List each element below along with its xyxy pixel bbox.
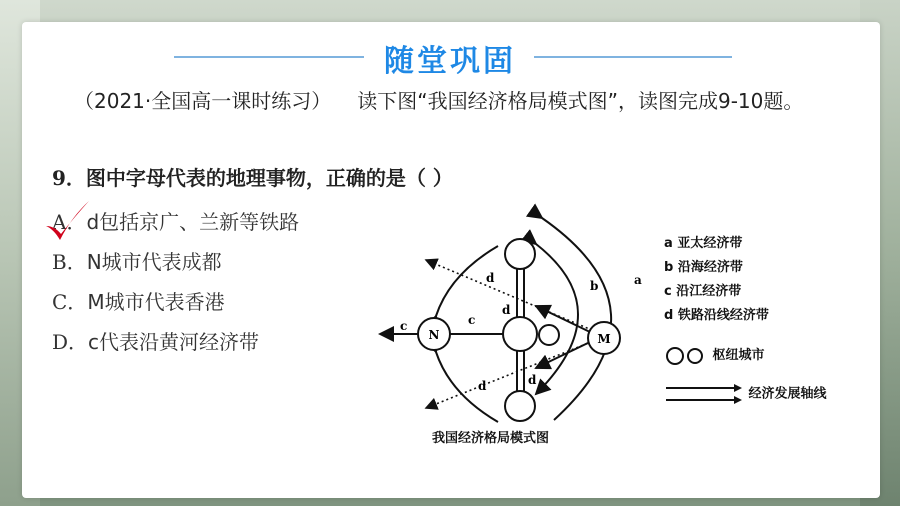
- legend-item-c: c 沿江经济带: [664, 284, 742, 299]
- checkmark-icon: [42, 198, 92, 246]
- hub-center-small: [539, 325, 559, 345]
- hub-bottom: [505, 391, 535, 421]
- question-intro: [52, 80, 852, 122]
- option-c-text: M城市代表香港: [87, 290, 225, 314]
- question-source: （2021·全国高一课时练习）: [74, 89, 332, 113]
- option-b[interactable]: [52, 246, 222, 275]
- axis-b-line: [536, 244, 578, 394]
- option-c[interactable]: [52, 286, 225, 315]
- hub-top: [505, 239, 535, 269]
- legend-item-b: b 沿海经济带: [664, 260, 743, 275]
- slide-card: [22, 22, 880, 498]
- question-instruction: 读下图“我国经济格局模式图”，读图完成9-10题。: [357, 89, 804, 113]
- label-b: b: [590, 279, 599, 293]
- label-c-outer: c: [400, 319, 408, 333]
- arrow-m-lower: [536, 342, 590, 368]
- label-d-center: d: [502, 303, 511, 317]
- legend-item-hub: 枢纽城市: [664, 344, 864, 370]
- title-divider-left: [174, 56, 364, 58]
- option-b-text: N城市代表成都: [86, 250, 222, 274]
- slide-title: 随堂巩固: [384, 44, 516, 79]
- axis-d-lower-left: [436, 352, 498, 422]
- axis-a-line: [542, 218, 611, 420]
- label-d-lower-right: d: [528, 373, 537, 387]
- label-a: a: [634, 273, 642, 287]
- economic-pattern-diagram: [354, 198, 654, 444]
- option-d-letter: D．: [52, 330, 89, 354]
- diagram-legend: [664, 232, 864, 406]
- hub-center: [503, 317, 537, 351]
- legend-item-a: a 亚太经济带: [664, 236, 743, 251]
- node-n-label: N: [428, 328, 440, 342]
- label-c-inner: c: [468, 313, 476, 327]
- label-d-lower: d: [478, 379, 487, 393]
- option-a-letter: A．: [52, 210, 87, 234]
- option-d-text: c代表沿黄河经济带: [88, 330, 260, 354]
- label-d-upper: d: [486, 271, 495, 285]
- legend-item-d: d 铁路沿线经济带: [664, 308, 769, 323]
- option-c-letter: C．: [52, 290, 88, 314]
- question-stem: 9．图中字母代表的地理事物，正确的是（ ）: [52, 166, 453, 190]
- legend-item-axis: 经济发展轴线: [664, 382, 864, 406]
- axis-arrows-icon: [664, 382, 744, 406]
- hub-circles-icon: [664, 346, 708, 366]
- option-d[interactable]: [52, 326, 259, 355]
- node-m-label: M: [597, 332, 611, 346]
- option-b-letter: B．: [52, 250, 87, 274]
- diagram-caption: 我国经济格局模式图: [432, 431, 550, 446]
- option-a-text: d包括京广、兰新等铁路: [86, 210, 300, 234]
- title-divider-right: [534, 56, 732, 58]
- slide-header: [22, 32, 880, 79]
